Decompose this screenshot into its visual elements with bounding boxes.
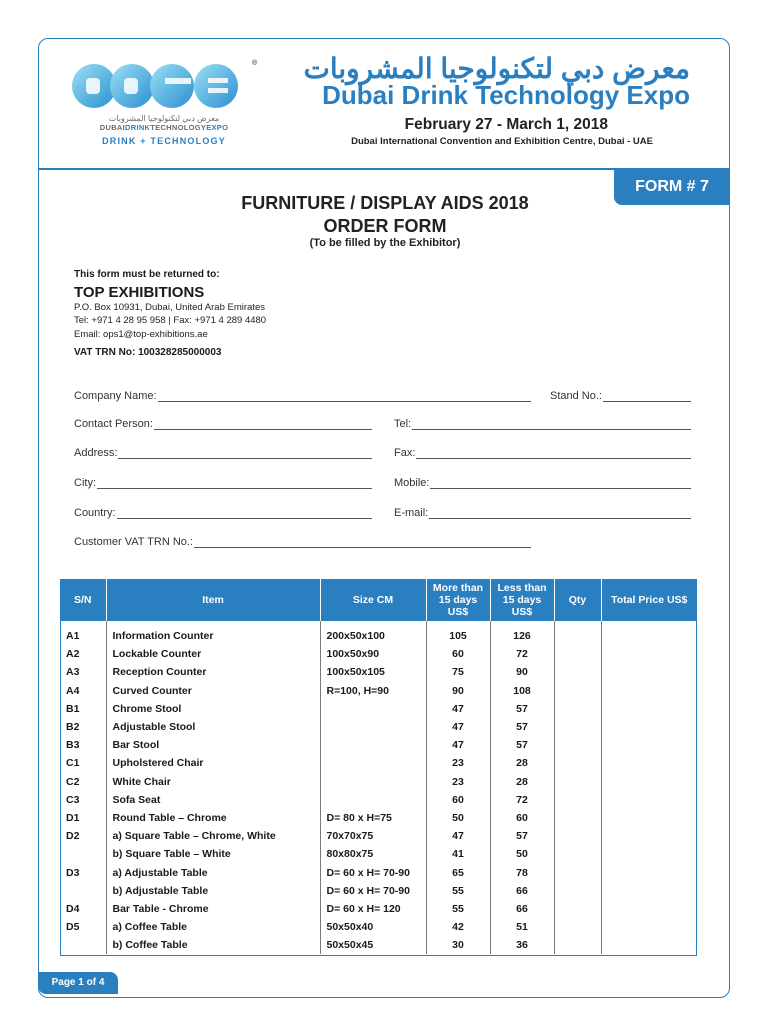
tel-input[interactable] [412, 420, 691, 430]
row-qty-input[interactable] [554, 791, 601, 809]
row-price-more: 90 [426, 682, 490, 700]
row-qty-input[interactable] [554, 845, 601, 863]
row-price-more: 30 [426, 936, 490, 954]
header-qty: Qty [554, 579, 601, 621]
event-venue: Dubai International Convention and Exhibition Centre, Dubai - UAE [351, 136, 653, 147]
row-total-price[interactable] [601, 827, 697, 845]
row-item: a) Square Table – Chrome, White [106, 827, 320, 845]
table-row [60, 682, 697, 700]
row-sn: C1 [60, 754, 106, 772]
mobile-field[interactable] [394, 477, 691, 489]
event-title: Dubai Drink Technology Expo [322, 80, 690, 110]
event-title-arabic: معرض دبي لتكنولوجيا المشروبات [303, 53, 690, 84]
row-total-price[interactable] [601, 845, 697, 863]
customer-vat-field[interactable] [74, 536, 531, 548]
table-row [60, 663, 697, 681]
tel-field[interactable] [394, 418, 691, 430]
row-total-price[interactable] [601, 621, 697, 645]
logo-word-dubai: DUBAI [99, 123, 126, 132]
row-total-price[interactable] [601, 754, 697, 772]
row-sn: B2 [60, 718, 106, 736]
row-size: 70x70x75 [320, 827, 426, 845]
row-size: D= 60 x H= 70-90 [320, 882, 426, 900]
logo-word-drink: DRINK [125, 123, 151, 132]
row-sn: C3 [60, 791, 106, 809]
contact-person-field[interactable] [74, 418, 372, 430]
table-row [60, 621, 697, 645]
row-qty-input[interactable] [554, 918, 601, 936]
country-label: Country: [74, 507, 116, 519]
table-row [60, 645, 697, 663]
row-price-less: 51 [490, 918, 554, 936]
row-price-more: 65 [426, 863, 490, 881]
row-price-more: 41 [426, 845, 490, 863]
header-size: Size CM [320, 579, 426, 621]
row-price-less: 78 [490, 863, 554, 881]
row-item: Information Counter [106, 621, 320, 645]
row-sn: C2 [60, 773, 106, 791]
row-price-more: 60 [426, 645, 490, 663]
row-item: Upholstered Chair [106, 754, 320, 772]
table-row [60, 900, 697, 918]
row-price-more: 60 [426, 791, 490, 809]
row-total-price[interactable] [601, 809, 697, 827]
header-less-than-15: Less than 15 days US$ [490, 579, 554, 621]
table-row [60, 827, 697, 845]
city-field[interactable] [74, 477, 372, 489]
row-price-less: 28 [490, 773, 554, 791]
return-label: This form must be returned to: [74, 269, 220, 280]
row-qty-input[interactable] [554, 718, 601, 736]
row-item: White Chair [106, 773, 320, 791]
header-total-price: Total Price US$ [601, 579, 697, 621]
row-price-more: 47 [426, 718, 490, 736]
row-total-price[interactable] [601, 918, 697, 936]
row-sn: D4 [60, 900, 106, 918]
row-total-price[interactable] [601, 682, 697, 700]
logo-arabic-text: معرض دبي لتكنولوجيا المشروبات [108, 114, 220, 123]
row-price-more: 42 [426, 918, 490, 936]
form-title [180, 192, 590, 238]
row-item: b) Square Table – White [106, 845, 320, 863]
row-qty-input[interactable] [554, 900, 601, 918]
row-total-price[interactable] [601, 791, 697, 809]
row-size: 50x50x45 [320, 936, 426, 954]
row-total-price[interactable] [601, 663, 697, 681]
row-sn: B1 [60, 700, 106, 718]
row-total-price[interactable] [601, 863, 697, 881]
logo-tagline: DRINK + TECHNOLOGY [102, 136, 226, 146]
row-price-less: 28 [490, 754, 554, 772]
table-row [60, 700, 697, 718]
row-total-price[interactable] [601, 736, 697, 754]
row-qty-input[interactable] [554, 773, 601, 791]
table-row [60, 773, 697, 791]
organizer-name: TOP EXHIBITIONS [74, 284, 205, 301]
header-more-than-15: More than 15 days US$ [426, 579, 490, 621]
row-sn [60, 845, 106, 863]
email-label: E-mail: [394, 507, 429, 519]
row-item: a) Adjustable Table [106, 863, 320, 881]
row-size: 200x50x100 [320, 621, 426, 645]
row-item: Adjustable Stool [106, 718, 320, 736]
tel-label: Tel: [394, 418, 412, 430]
country-field[interactable] [74, 507, 372, 519]
row-size: R=100, H=90 [320, 682, 426, 700]
company-name-field[interactable] [74, 390, 531, 402]
row-price-less: 66 [490, 900, 554, 918]
table-row [60, 754, 697, 772]
table-row [60, 791, 697, 809]
row-item: b) Coffee Table [106, 936, 320, 954]
event-dates: February 27 - March 1, 2018 [404, 116, 608, 133]
row-size [320, 700, 426, 718]
row-qty-input[interactable] [554, 621, 601, 645]
row-sn: B3 [60, 736, 106, 754]
row-price-less: 72 [490, 791, 554, 809]
row-qty-input[interactable] [554, 645, 601, 663]
registered-mark: ® [252, 60, 258, 67]
row-price-less: 57 [490, 736, 554, 754]
customer-vat-label: Customer VAT TRN No.: [74, 536, 193, 548]
mobile-label: Mobile: [394, 477, 430, 489]
row-item: Bar Stool [106, 736, 320, 754]
row-qty-input[interactable] [554, 754, 601, 772]
row-item: b) Adjustable Table [106, 882, 320, 900]
address-field[interactable] [74, 447, 372, 459]
country-input[interactable] [117, 509, 372, 519]
row-price-more: 55 [426, 882, 490, 900]
row-price-less: 66 [490, 882, 554, 900]
row-size: 100x50x105 [320, 663, 426, 681]
row-qty-input[interactable] [554, 936, 601, 954]
stand-no-input[interactable] [603, 392, 691, 402]
row-item: Chrome Stool [106, 700, 320, 718]
row-size [320, 773, 426, 791]
row-price-more: 23 [426, 773, 490, 791]
row-price-more: 23 [426, 754, 490, 772]
row-price-less: 108 [490, 682, 554, 700]
city-label: City: [74, 477, 96, 489]
row-price-more: 47 [426, 700, 490, 718]
row-sn: D1 [60, 809, 106, 827]
row-sn: D3 [60, 863, 106, 881]
row-sn: A3 [60, 663, 106, 681]
row-qty-input[interactable] [554, 882, 601, 900]
row-qty-input[interactable] [554, 863, 601, 881]
mobile-input[interactable] [430, 479, 691, 489]
table-row [60, 936, 697, 954]
row-qty-input[interactable] [554, 663, 601, 681]
row-item: Curved Counter [106, 682, 320, 700]
row-price-less: 126 [490, 621, 554, 645]
row-item: a) Coffee Table [106, 918, 320, 936]
form-subtitle: (To be filled by the Exhibitor) [309, 237, 461, 249]
row-price-more: 50 [426, 809, 490, 827]
row-sn: A4 [60, 682, 106, 700]
row-size [320, 754, 426, 772]
contact-person-input[interactable] [154, 420, 372, 430]
row-qty-input[interactable] [554, 809, 601, 827]
row-price-more: 75 [426, 663, 490, 681]
fax-field[interactable] [394, 447, 691, 459]
table-row [60, 863, 697, 881]
row-item: Reception Counter [106, 663, 320, 681]
furniture-table [60, 579, 697, 954]
organizer-phone: Tel: +971 4 28 95 958 | Fax: +971 4 289 4480 [74, 315, 267, 326]
form-number-badge: FORM # 7 [614, 169, 730, 205]
row-total-price[interactable] [601, 773, 697, 791]
row-sn [60, 936, 106, 954]
header-item: Item [106, 579, 320, 621]
row-size [320, 791, 426, 809]
row-total-price[interactable] [601, 700, 697, 718]
table-row [60, 845, 697, 863]
stand-no-label: Stand No.: [550, 390, 602, 402]
table-row [60, 918, 697, 936]
row-size: 80x80x75 [320, 845, 426, 863]
row-price-more: 55 [426, 900, 490, 918]
address-input[interactable] [118, 449, 372, 459]
row-size [320, 736, 426, 754]
row-sn [60, 882, 106, 900]
row-qty-input[interactable] [554, 700, 601, 718]
city-input[interactable] [97, 479, 372, 489]
row-price-less: 60 [490, 809, 554, 827]
row-price-less: 36 [490, 936, 554, 954]
row-total-price[interactable] [601, 936, 697, 954]
row-price-less: 57 [490, 700, 554, 718]
row-price-more: 47 [426, 736, 490, 754]
row-qty-input[interactable] [554, 827, 601, 845]
row-total-price[interactable] [601, 900, 697, 918]
row-price-less: 57 [490, 827, 554, 845]
company-name-input[interactable] [158, 392, 531, 402]
row-price-less: 90 [490, 663, 554, 681]
form-title-line2: ORDER FORM [323, 216, 447, 236]
table-row [60, 882, 697, 900]
row-size: D= 80 x H=75 [320, 809, 426, 827]
row-size [320, 718, 426, 736]
organizer-vat: VAT TRN No: 100328285000003 [74, 347, 222, 358]
fax-label: Fax: [394, 447, 416, 459]
row-size: D= 60 x H= 120 [320, 900, 426, 918]
row-item: Bar Table - Chrome [106, 900, 320, 918]
row-size: 50x50x40 [320, 918, 426, 936]
row-total-price[interactable] [601, 882, 697, 900]
row-price-less: 72 [490, 645, 554, 663]
row-price-less: 57 [490, 718, 554, 736]
row-total-price[interactable] [601, 718, 697, 736]
header-sn: S/N [60, 579, 106, 621]
customer-vat-input[interactable] [194, 538, 531, 548]
row-qty-input[interactable] [554, 736, 601, 754]
row-price-more: 47 [426, 827, 490, 845]
email-field[interactable] [394, 507, 691, 519]
table-row [60, 718, 697, 736]
stand-no-field[interactable] [550, 390, 691, 402]
company-name-label: Company Name: [74, 390, 157, 402]
row-sn: A2 [60, 645, 106, 663]
row-item: Round Table – Chrome [106, 809, 320, 827]
row-item: Sofa Seat [106, 791, 320, 809]
logo-english-text [74, 123, 254, 132]
organizer-email[interactable]: Email: ops1@top-exhibitions.ae [74, 329, 208, 340]
organizer-address: P.O. Box 10931, Dubai, United Arab Emirates [74, 302, 265, 313]
address-label: Address: [74, 447, 118, 459]
row-item: Lockable Counter [106, 645, 320, 663]
row-sn: A1 [60, 621, 106, 645]
table-row [60, 736, 697, 754]
table-row [60, 809, 697, 827]
row-price-more: 105 [426, 621, 490, 645]
row-size: 100x50x90 [320, 645, 426, 663]
table-header-row [60, 579, 697, 621]
contact-person-label: Contact Person: [74, 418, 153, 430]
page-indicator: Page 1 of 4 [38, 972, 118, 994]
logo-word-expo: EXPO [206, 123, 229, 132]
row-sn: D2 [60, 827, 106, 845]
row-sn: D5 [60, 918, 106, 936]
row-price-less: 50 [490, 845, 554, 863]
logo-word-technology: TECHNOLOGY [150, 123, 207, 132]
form-title-line1: FURNITURE / DISPLAY AIDS 2018 [241, 193, 529, 213]
row-size: D= 60 x H= 70-90 [320, 863, 426, 881]
fax-input[interactable] [416, 449, 691, 459]
row-qty-input[interactable] [554, 682, 601, 700]
row-total-price[interactable] [601, 645, 697, 663]
email-input[interactable] [429, 509, 691, 519]
